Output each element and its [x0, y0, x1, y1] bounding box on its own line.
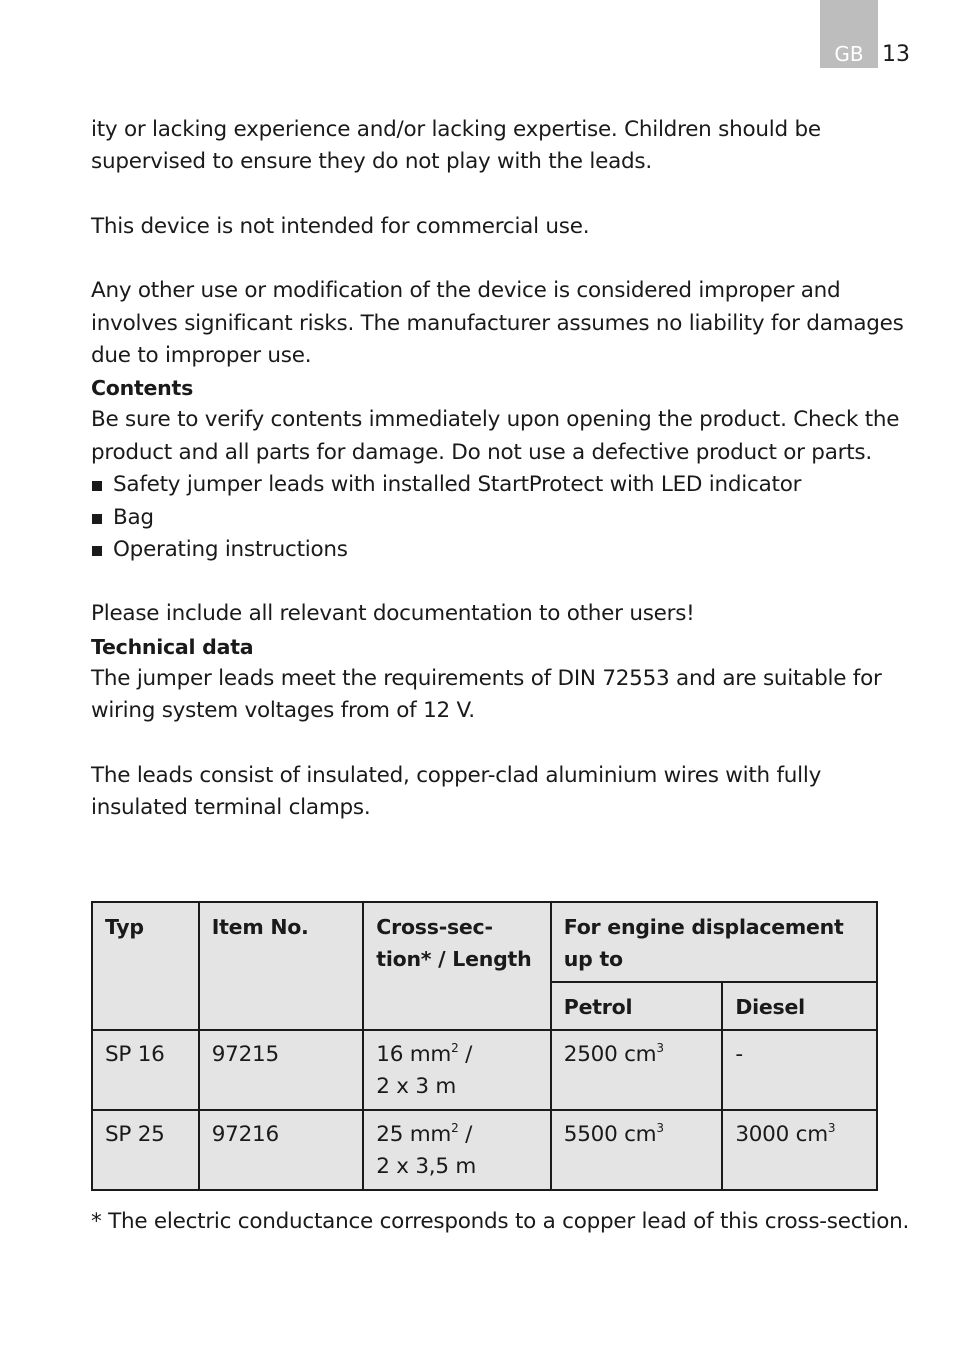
technical-text: The jumper leads meet the requirements of DIN 72553 and are suitable for wiring system voltages from of 12 V. — [91, 665, 882, 724]
technical-text: The leads consist of insulated, copper-clad aluminium wires with fully insulated terminal clamps. — [91, 762, 822, 821]
header-cross-section: Cross-sec- tion* / Length — [363, 902, 551, 1030]
page-number: 13 — [882, 42, 910, 67]
header-engine-displacement: For engine displacement up to — [551, 902, 877, 982]
list-item: Safety jumper leads with installed StartProtect with LED indicator — [91, 469, 921, 501]
table-row — [92, 1030, 877, 1110]
cell-diesel: 3000 $cm^3$ — [722, 1110, 877, 1190]
list-item: Bag — [91, 502, 921, 534]
footnote: * The electric conductance corresponds to a copper lead of this cross-section. — [91, 1209, 910, 1234]
header-item-no: Item No. — [199, 902, 364, 1030]
contents-note: Please include all relevant documentation to other users! — [91, 601, 695, 627]
cell-cross-section: 16 $mm^2$ / 2 x 3 m — [363, 1030, 551, 1110]
list-item: Operating instructions — [91, 534, 921, 566]
header-petrol: Petrol — [551, 982, 723, 1030]
cell-item-no: 97216 — [199, 1110, 364, 1190]
header-typ: Typ — [92, 902, 199, 1030]
cell-typ: SP 16 — [92, 1030, 199, 1110]
intro-paragraph: This device is not intended for commercial use. — [91, 213, 590, 239]
cell-petrol: 2500 $cm^3$ — [551, 1030, 723, 1110]
technical-heading: Technical data — [91, 634, 254, 659]
cell-item-no: 97215 — [199, 1030, 364, 1110]
language-tab-label: GB — [834, 42, 864, 66]
contents-list — [91, 469, 921, 566]
intro-paragraph: Any other use or modification of the device is considered improper and involves significant risks. The manufacturer assumes no liability for damages due to improper use. — [91, 278, 904, 369]
cell-cross-section: 25 $mm^2$ / 2 x 3,5 m — [363, 1110, 551, 1190]
cell-petrol: 5500 $cm^3$ — [551, 1110, 723, 1190]
contents-heading: Contents — [91, 376, 194, 401]
technical-data-table — [91, 901, 878, 1191]
page-body — [91, 114, 921, 825]
language-tab — [820, 0, 878, 68]
intro-paragraph: ity or lacking experience and/or lacking expertise. Children should be supervised to ensure they do not play with the leads. — [91, 117, 821, 175]
table-row — [92, 1110, 877, 1190]
header-diesel: Diesel — [722, 982, 877, 1030]
cell-diesel: - — [722, 1030, 877, 1110]
cell-typ: SP 25 — [92, 1110, 199, 1190]
contents-text: Be sure to verify contents immediately upon opening the product. Check the product and all parts for damage. Do not use a defective product or parts. — [91, 407, 900, 465]
